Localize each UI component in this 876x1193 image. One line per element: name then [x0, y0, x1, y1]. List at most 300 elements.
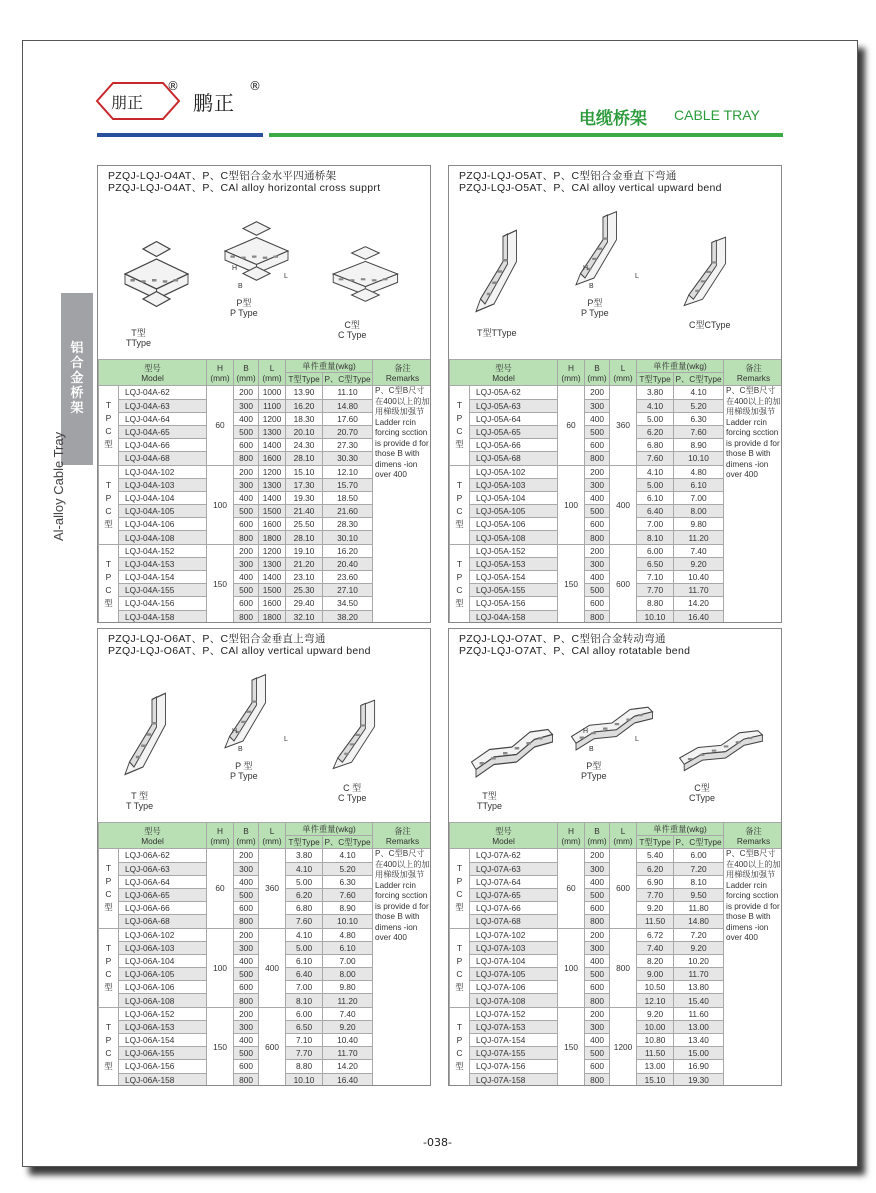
model-cell: LQJ-06A-106 [119, 981, 207, 994]
model-cell: LQJ-05A-106 [470, 518, 558, 531]
l-cell: 360 [610, 386, 637, 465]
b-cell: 600 [234, 1060, 259, 1073]
l-cell: 1100 [259, 399, 286, 412]
model-cell: LQJ-07A-152 [470, 1007, 558, 1020]
pc-weight-cell: 6.10 [674, 478, 724, 491]
b-cell: 400 [585, 491, 610, 504]
panel-title [108, 633, 371, 657]
b-cell: 400 [585, 875, 610, 888]
model-cell: LQJ-04A-63 [119, 399, 207, 412]
col-remarks: 备注 Remarks [373, 823, 431, 849]
b-cell: 200 [585, 544, 610, 557]
col-b: B (mm) [585, 823, 610, 849]
model-cell: LQJ-07A-104 [470, 954, 558, 967]
col-weight: 单件重量(wkg) [637, 823, 724, 836]
remarks-cell: P、C型B尺寸在400以上的加用梯级加强节 Ladder rcin forcing scction is provide d for those B with dimens -ion over 400 [373, 386, 431, 623]
b-cell: 800 [234, 915, 259, 928]
t-weight-cell: 4.10 [286, 862, 323, 875]
tray-p-type-illustration [567, 669, 657, 759]
caption-c-type: C型CType [689, 320, 731, 330]
pc-weight-cell: 11.20 [674, 531, 724, 544]
t-weight-cell: 25.30 [286, 584, 323, 597]
table-row [99, 386, 432, 399]
t-weight-cell: 5.00 [637, 412, 674, 425]
col-h: H (mm) [558, 360, 585, 386]
dim-h: H [583, 265, 589, 272]
model-cell: LQJ-07A-106 [470, 981, 558, 994]
pc-weight-cell: 34.50 [323, 597, 373, 610]
model-cell: LQJ-06A-158 [119, 1073, 207, 1086]
pc-weight-cell: 11.20 [323, 994, 373, 1007]
model-cell: LQJ-05A-152 [470, 544, 558, 557]
col-h: H (mm) [558, 823, 585, 849]
header-bar-blue [97, 133, 263, 137]
col-l: L (mm) [259, 823, 286, 849]
dim-b: B [589, 283, 594, 290]
model-cell: LQJ-06A-108 [119, 994, 207, 1007]
model-cell: LQJ-04A-102 [119, 465, 207, 478]
t-weight-cell: 4.10 [637, 399, 674, 412]
model-cell: LQJ-04A-64 [119, 412, 207, 425]
model-cell: LQJ-05A-155 [470, 584, 558, 597]
pc-weight-cell: 5.20 [674, 399, 724, 412]
b-cell: 600 [585, 1060, 610, 1073]
panel-title [459, 633, 690, 657]
pc-weight-cell: 6.30 [323, 875, 373, 888]
caption-c-type: C 型 C Type [338, 783, 367, 803]
t-weight-cell: 15.10 [637, 1073, 674, 1086]
t-weight-cell: 7.70 [286, 1047, 323, 1060]
t-weight-cell: 6.10 [286, 954, 323, 967]
l-cell: 360 [259, 849, 286, 928]
type-group-label: T P C 型 [450, 928, 470, 1007]
pc-weight-cell: 4.80 [323, 928, 373, 941]
tray-t-type-illustration [116, 687, 206, 787]
pc-weight-cell: 5.20 [323, 862, 373, 875]
spec-table [449, 359, 782, 623]
l-cell: 1300 [259, 557, 286, 570]
dim-h: H [583, 728, 589, 735]
col-pc-type: P、C型Type [675, 837, 722, 848]
t-weight-cell: 4.10 [286, 928, 323, 941]
t-weight-cell: 7.10 [637, 571, 674, 584]
type-group-label: T P C 型 [450, 544, 470, 623]
t-weight-cell: 6.90 [637, 875, 674, 888]
b-cell: 600 [234, 981, 259, 994]
col-model: 型号 Model [450, 823, 558, 849]
l-cell: 800 [610, 928, 637, 1007]
pc-weight-cell: 9.20 [674, 557, 724, 570]
pc-weight-cell: 16.40 [323, 1073, 373, 1086]
model-cell: LQJ-04A-66 [119, 439, 207, 452]
remarks-cell: P、C型B尺寸在400以上的加用梯级加强节 Ladder rcin forcing scction is provide d for those B with dimens -ion over 400 [724, 849, 782, 1086]
pc-weight-cell: 27.10 [323, 584, 373, 597]
tray-p-type-illustration [216, 206, 306, 296]
h-cell: 150 [558, 1007, 585, 1086]
b-cell: 500 [234, 425, 259, 438]
b-cell: 300 [585, 1020, 610, 1033]
t-weight-cell: 6.20 [637, 862, 674, 875]
model-cell: LQJ-04A-108 [119, 531, 207, 544]
l-cell: 1200 [259, 465, 286, 478]
panel-vertical-down-bend [448, 165, 782, 623]
pc-weight-cell: 7.20 [674, 928, 724, 941]
h-cell: 100 [558, 465, 585, 544]
tray-c-type-illustration [675, 695, 767, 779]
pc-weight-cell: 11.60 [674, 1007, 724, 1020]
pc-weight-cell: 7.00 [674, 491, 724, 504]
pc-weight-cell: 38.20 [323, 610, 373, 623]
dim-l: L [284, 736, 288, 743]
t-weight-cell: 8.10 [286, 994, 323, 1007]
model-cell: LQJ-06A-62 [119, 849, 207, 862]
col-pc-type: P、C型Type [675, 374, 722, 385]
t-weight-cell: 20.10 [286, 425, 323, 438]
panel-title-cn: PZQJ-LQJ-O7AT、P、C型铝合金转动弯通 [459, 633, 666, 645]
t-weight-cell: 24.30 [286, 439, 323, 452]
b-cell: 800 [234, 531, 259, 544]
t-weight-cell: 3.80 [637, 386, 674, 399]
b-cell: 200 [585, 1007, 610, 1020]
b-cell: 800 [234, 452, 259, 465]
t-weight-cell: 12.10 [637, 994, 674, 1007]
t-weight-cell: 5.00 [286, 941, 323, 954]
h-cell: 150 [558, 544, 585, 623]
t-weight-cell: 7.60 [286, 915, 323, 928]
catalog-page [22, 40, 858, 1167]
t-weight-cell: 8.80 [637, 597, 674, 610]
t-weight-cell: 6.72 [637, 928, 674, 941]
t-weight-cell: 6.20 [286, 888, 323, 901]
t-weight-cell: 19.10 [286, 544, 323, 557]
type-group-label: T P C 型 [99, 1007, 119, 1086]
side-tab-label-en: Al-alloy Cable Tray [51, 431, 66, 541]
h-cell: 60 [558, 386, 585, 465]
pc-weight-cell: 15.00 [674, 1047, 724, 1060]
spec-table [449, 822, 782, 1086]
pc-weight-cell: 15.40 [674, 994, 724, 1007]
col-pc-type: P、C型Type [324, 374, 371, 385]
model-cell: LQJ-05A-68 [470, 452, 558, 465]
pc-weight-cell: 30.10 [323, 531, 373, 544]
caption-t-type: T型 TType [477, 791, 503, 811]
pc-weight-cell: 7.60 [323, 888, 373, 901]
t-weight-cell: 6.00 [286, 1007, 323, 1020]
caption-p-type: P型 PType [581, 761, 607, 781]
caption-c-type: C型 CType [689, 783, 716, 803]
b-cell: 300 [585, 478, 610, 491]
t-weight-cell: 25.50 [286, 518, 323, 531]
model-cell: LQJ-04A-156 [119, 597, 207, 610]
b-cell: 500 [585, 968, 610, 981]
t-weight-cell: 11.50 [637, 915, 674, 928]
spec-table [98, 822, 431, 1086]
col-pc-type: P、C型Type [324, 837, 371, 848]
model-cell: LQJ-06A-64 [119, 875, 207, 888]
b-cell: 200 [234, 849, 259, 862]
b-cell: 600 [234, 518, 259, 531]
t-weight-cell: 5.40 [637, 849, 674, 862]
b-cell: 800 [585, 1073, 610, 1086]
caption-c-type: C型 C Type [338, 320, 367, 340]
caption-t-type: T型 TType [126, 328, 152, 348]
b-cell: 500 [585, 425, 610, 438]
b-cell: 500 [234, 505, 259, 518]
t-weight-cell: 7.10 [286, 1034, 323, 1047]
page-title-cn: 电缆桥架 [579, 109, 647, 129]
pc-weight-cell: 20.40 [323, 557, 373, 570]
pc-weight-cell: 21.60 [323, 505, 373, 518]
col-model: 型号 Model [99, 360, 207, 386]
model-cell: LQJ-05A-108 [470, 531, 558, 544]
pc-weight-cell: 7.40 [674, 544, 724, 557]
b-cell: 600 [585, 597, 610, 610]
l-cell: 1800 [259, 531, 286, 544]
t-weight-cell: 6.10 [637, 491, 674, 504]
model-cell: LQJ-06A-152 [119, 1007, 207, 1020]
t-weight-cell: 28.10 [286, 531, 323, 544]
model-cell: LQJ-04A-154 [119, 571, 207, 584]
model-cell: LQJ-07A-62 [470, 849, 558, 862]
pc-weight-cell: 7.40 [323, 1007, 373, 1020]
col-t-type: T型Type [637, 373, 674, 386]
model-cell: LQJ-07A-155 [470, 1047, 558, 1060]
b-cell: 200 [234, 465, 259, 478]
t-weight-cell: 4.10 [637, 465, 674, 478]
b-cell: 400 [234, 954, 259, 967]
pc-weight-cell: 7.00 [323, 954, 373, 967]
t-weight-cell: 6.40 [286, 968, 323, 981]
pc-weight-cell: 4.80 [674, 465, 724, 478]
t-weight-cell: 13.90 [286, 386, 323, 399]
pc-weight-cell: 4.10 [323, 849, 373, 862]
col-b: B (mm) [234, 823, 259, 849]
b-cell: 300 [585, 557, 610, 570]
type-group-label: T P C 型 [450, 1007, 470, 1086]
b-cell: 500 [234, 968, 259, 981]
model-cell: LQJ-07A-153 [470, 1020, 558, 1033]
col-l: L (mm) [259, 360, 286, 386]
pc-weight-cell: 11.10 [323, 386, 373, 399]
panel-rotatable-bend [448, 628, 782, 1086]
t-weight-cell: 21.40 [286, 505, 323, 518]
l-cell: 1500 [259, 505, 286, 518]
pc-weight-cell: 11.70 [674, 584, 724, 597]
dim-h: H [232, 728, 238, 735]
b-cell: 400 [585, 412, 610, 425]
model-cell: LQJ-07A-66 [470, 902, 558, 915]
caption-t-type: T型TType [477, 328, 517, 338]
tray-t-type-illustration [467, 687, 557, 787]
t-weight-cell: 17.30 [286, 478, 323, 491]
h-cell: 60 [558, 849, 585, 928]
pc-weight-cell: 8.90 [674, 439, 724, 452]
model-cell: LQJ-04A-153 [119, 557, 207, 570]
panel-title-en: PZQJ-LQJ-O7AT、P、CAl alloy rotatable bend [459, 645, 691, 657]
l-cell: 1400 [259, 439, 286, 452]
col-h: H (mm) [207, 823, 234, 849]
b-cell: 400 [585, 954, 610, 967]
dim-b: B [238, 283, 243, 290]
h-cell: 150 [207, 1007, 234, 1086]
t-weight-cell: 10.80 [637, 1034, 674, 1047]
pc-weight-cell: 10.20 [674, 954, 724, 967]
h-cell: 150 [207, 544, 234, 623]
col-remarks: 备注 Remarks [724, 360, 782, 386]
pc-weight-cell: 11.80 [674, 902, 724, 915]
b-cell: 400 [234, 571, 259, 584]
col-model: 型号 Model [450, 360, 558, 386]
model-cell: LQJ-06A-155 [119, 1047, 207, 1060]
panel-title-cn: PZQJ-LQJ-O6AT、P、C型铝合金垂直上弯通 [108, 633, 326, 645]
col-t-type: T型Type [637, 836, 674, 849]
t-weight-cell: 16.20 [286, 399, 323, 412]
pc-weight-cell: 13.00 [674, 1020, 724, 1033]
b-cell: 800 [234, 1073, 259, 1086]
l-cell: 1400 [259, 571, 286, 584]
caption-p-type: P 型 P Type [230, 761, 258, 781]
b-cell: 800 [234, 610, 259, 623]
b-cell: 600 [585, 981, 610, 994]
t-weight-cell: 6.00 [637, 544, 674, 557]
type-group-label: T P C 型 [450, 386, 470, 465]
t-weight-cell: 19.30 [286, 491, 323, 504]
model-cell: LQJ-04A-68 [119, 452, 207, 465]
t-weight-cell: 29.40 [286, 597, 323, 610]
pc-weight-cell: 9.80 [674, 518, 724, 531]
model-cell: LQJ-06A-65 [119, 888, 207, 901]
l-cell: 1200 [259, 412, 286, 425]
pc-weight-cell: 10.10 [674, 452, 724, 465]
col-t-type: T型Type [286, 373, 323, 386]
model-cell: LQJ-05A-105 [470, 505, 558, 518]
model-cell: LQJ-06A-105 [119, 968, 207, 981]
pc-weight-cell: 8.00 [323, 968, 373, 981]
l-cell: 1600 [259, 452, 286, 465]
pc-weight-cell: 4.10 [674, 386, 724, 399]
l-cell: 1500 [259, 584, 286, 597]
model-cell: LQJ-07A-102 [470, 928, 558, 941]
type-group-label: T P C 型 [99, 544, 119, 623]
dim-h: H [232, 265, 238, 272]
b-cell: 500 [234, 1047, 259, 1060]
l-cell: 600 [610, 544, 637, 623]
model-cell: LQJ-06A-63 [119, 862, 207, 875]
dim-b: B [238, 746, 243, 753]
l-cell: 1200 [610, 1007, 637, 1086]
pc-weight-cell: 14.20 [674, 597, 724, 610]
b-cell: 400 [234, 875, 259, 888]
t-weight-cell: 6.80 [637, 439, 674, 452]
model-cell: LQJ-04A-103 [119, 478, 207, 491]
model-cell: LQJ-05A-102 [470, 465, 558, 478]
l-cell: 1200 [259, 544, 286, 557]
model-cell: LQJ-06A-103 [119, 941, 207, 954]
remarks-cell: P、C型B尺寸在400以上的加用梯级加强节 Ladder rcin forcing scction is provide d for those B with dimens -ion over 400 [724, 386, 782, 623]
pc-weight-cell: 10.40 [323, 1034, 373, 1047]
model-cell: LQJ-07A-154 [470, 1034, 558, 1047]
caption-t-type: T 型 T Type [126, 791, 154, 811]
model-cell: LQJ-07A-68 [470, 915, 558, 928]
b-cell: 500 [234, 888, 259, 901]
page-title-en: CABLE TRAY [674, 107, 760, 123]
pc-weight-cell: 28.30 [323, 518, 373, 531]
table-row [99, 849, 432, 862]
b-cell: 400 [234, 1034, 259, 1047]
pc-weight-cell: 10.10 [323, 915, 373, 928]
t-weight-cell: 7.00 [286, 981, 323, 994]
pc-weight-cell: 14.80 [674, 915, 724, 928]
pc-weight-cell: 19.30 [674, 1073, 724, 1086]
model-cell: LQJ-04A-152 [119, 544, 207, 557]
t-weight-cell: 3.80 [286, 849, 323, 862]
t-weight-cell: 15.10 [286, 465, 323, 478]
model-cell: LQJ-05A-156 [470, 597, 558, 610]
h-cell: 60 [207, 849, 234, 928]
pc-weight-cell: 12.10 [323, 465, 373, 478]
panel-vertical-up-bend [97, 628, 431, 1086]
model-cell: LQJ-04A-104 [119, 491, 207, 504]
model-cell: LQJ-04A-158 [470, 610, 558, 623]
type-group-label: T P C 型 [450, 849, 470, 928]
tray-t-type-illustration [467, 224, 557, 324]
t-weight-cell: 18.30 [286, 412, 323, 425]
b-cell: 500 [585, 505, 610, 518]
b-cell: 600 [234, 439, 259, 452]
type-group-label: T P C 型 [99, 849, 119, 928]
type-group-label: T P C 型 [450, 465, 470, 544]
h-cell: 100 [207, 928, 234, 1007]
b-cell: 800 [585, 531, 610, 544]
h-cell: 100 [207, 465, 234, 544]
model-cell: LQJ-05A-153 [470, 557, 558, 570]
b-cell: 600 [234, 902, 259, 915]
col-remarks: 备注 Remarks [373, 360, 431, 386]
t-weight-cell: 5.00 [637, 478, 674, 491]
l-cell: 1800 [259, 610, 286, 623]
l-cell: 600 [610, 849, 637, 928]
pc-weight-cell: 6.10 [323, 941, 373, 954]
model-cell: LQJ-04A-155 [119, 584, 207, 597]
t-weight-cell: 10.50 [637, 981, 674, 994]
pc-weight-cell: 8.10 [674, 875, 724, 888]
t-weight-cell: 7.40 [637, 941, 674, 954]
model-cell: LQJ-05A-63 [470, 399, 558, 412]
pc-weight-cell: 8.00 [674, 505, 724, 518]
col-l: L (mm) [610, 360, 637, 386]
t-weight-cell: 9.20 [637, 902, 674, 915]
l-cell: 1600 [259, 518, 286, 531]
tray-c-type-illustration [324, 232, 416, 316]
l-cell: 1600 [259, 597, 286, 610]
panel-title [108, 170, 380, 194]
model-cell: LQJ-05A-104 [470, 491, 558, 504]
model-cell: LQJ-07A-105 [470, 968, 558, 981]
t-weight-cell: 6.50 [637, 557, 674, 570]
col-weight: 单件重量(wkg) [286, 360, 373, 373]
model-cell: LQJ-04A-62 [119, 386, 207, 399]
b-cell: 300 [234, 557, 259, 570]
l-cell: 1000 [259, 386, 286, 399]
pc-weight-cell: 10.40 [674, 571, 724, 584]
t-weight-cell: 28.10 [286, 452, 323, 465]
panel-title-en: PZQJ-LQJ-O6AT、P、CAl alloy vertical upward bend [108, 645, 371, 657]
b-cell: 200 [234, 386, 259, 399]
b-cell: 300 [585, 862, 610, 875]
pc-weight-cell: 20.70 [323, 425, 373, 438]
pc-weight-cell: 7.60 [674, 425, 724, 438]
l-cell: 400 [610, 465, 637, 544]
